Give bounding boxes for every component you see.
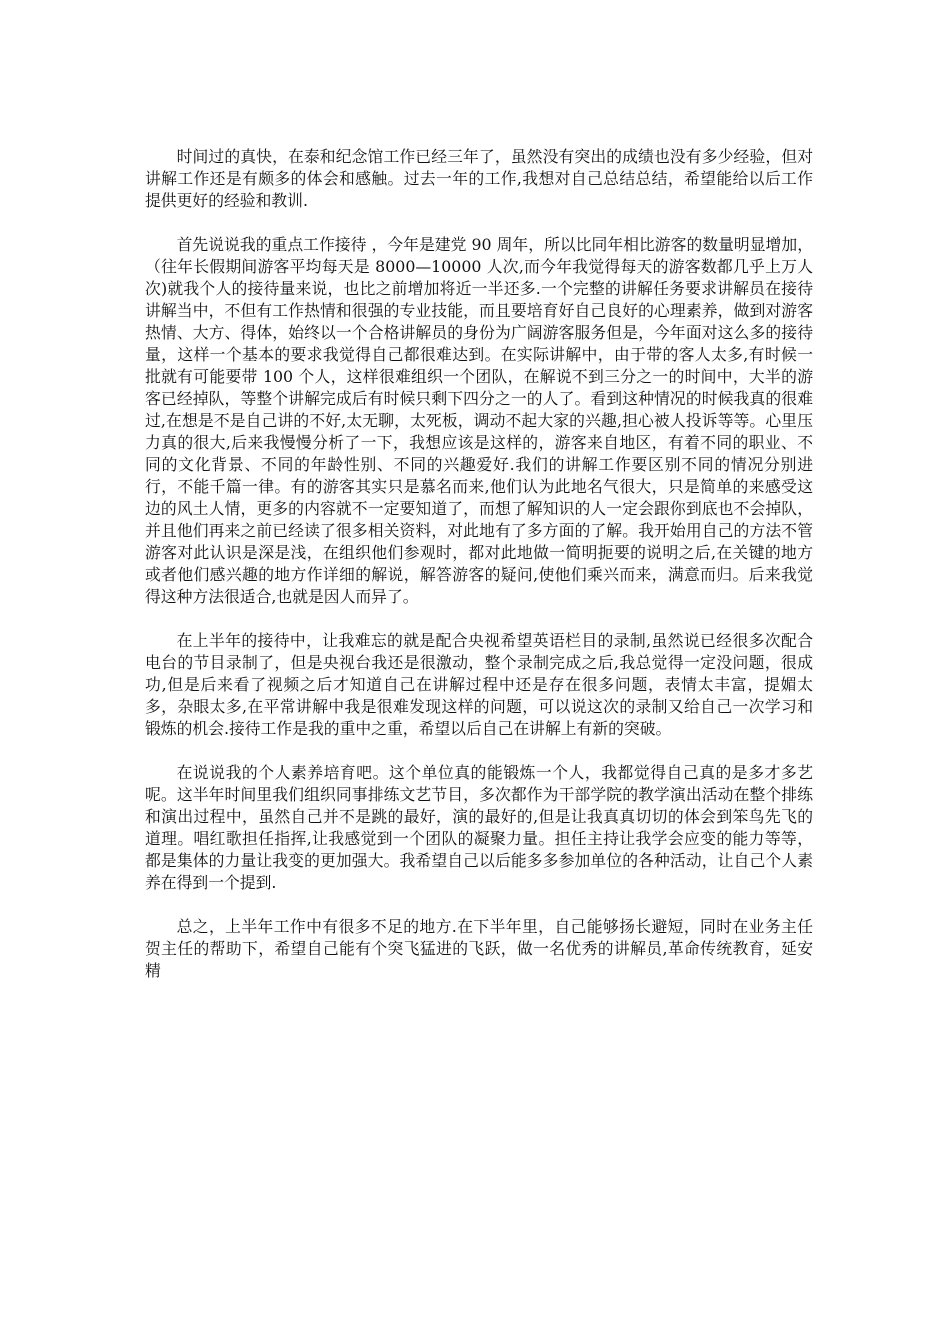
paragraph-cctv-recording: 在上半年的接待中，让我难忘的就是配合央视希望英语栏目的录制,虽然说已经很多次配合电台的节目录制了，但是央视台我还是很激动，整个录制完成之后,我总觉得一定没问题，很成功,但是后来看了视频之后才知道自己在讲解过程中还是存在很多问题，表情太丰富，提媚太多，杂眼太多,在平常讲解中我是很难发现这样的问题，可以说这次的录制又给自己一次学习和锻炼的机会.接待工作是我的重中之重，希望以后自己在讲解上有新的突破。: [145, 631, 813, 738]
paragraph-intro: 时间过的真快，在泰和纪念馆工作已经三年了，虽然没有突出的成绩也没有多少经验，但对讲解工作还是有颇多的体会和感触。过去一年的工作,我想对自己总结总结，希望能给以后工作提供更好的经验和教训.: [145, 147, 813, 210]
paragraph-reception-work: 首先说说我的重点工作接待 ，今年是建党 90 周年，所以比同年相比游客的数量明显增加，（往年长假期间游客平均每天是 8000—10000 人次,而今年我觉得每天的游客数都几乎上万人次)就我个人的接待量来说，也比之前增加将近一半还多.一个完整的讲解任务要求讲解员在接待讲解当中，不但有工作热情和很强的专业技能，而且要培育好自己良好的心理素养，做到对游客热情、大方、得体，始终以一个合格讲解员的身份为广阔游客服务但是，今年面对这么多的接待量，这样一个基本的要求我觉得自己都很难达到。在实际讲解中，由于带的客人太多,有时候一批就有可能要带 100 个人，这样很难组织一个团队，在解说不到三分之一的时间中，大半的游客已经掉队，等整个讲解完成后有时候只剩下四分之一的人了。看到这种情况的时候我真的很难过,在想是不是自己讲的不好,太无聊，太死板，调动不起大家的兴趣,担心被人投诉等等。心里压力真的很大,后来我慢慢分析了一下，我想应该是这样的，游客来自地区，有着不同的职业、不同的文化背景、不同的年龄性别、不同的兴趣爱好.我们的讲解工作要区别不同的情况分别进行，不能千篇一律。有的游客其实只是慕名而来,他们认为此地名气很大，只是简单的来感受这边的风土人情，更多的内容就不一定要知道了，而想了解知识的人一定会跟你到底也不会掉队，并且他们再来之前已经读了很多相关资料，对此地有了多方面的了解。我开始用自己的方法不管游客对此认识是深是浅，在组织他们参观时，都对此地做一简明扼要的说明之后,在关键的地方或者他们感兴趣的地方作详细的解说，解答游客的疑问,使他们乘兴而来，满意而归。后来我觉得这种方法很适合,也就是因人而异了。: [145, 235, 813, 606]
paragraph-personal-development: 在说说我的个人素养培育吧。这个单位真的能锻炼一个人，我都觉得自己真的是多才多艺呢。这半年时间里我们组织同事排练文艺节目，多次都作为干部学院的教学演出活动在整个排练和演出过程中，虽然自己并不是跳的最好，演的最好的,但是让我真真切切的体会到笨鸟先飞的道理。唱红歌担任指挥,让我感觉到一个团队的凝聚力量。担任主持让我学会应变的能力等等，都是集体的力量让我变的更加强大。我希望自己以后能多多参加单位的各种活动，让自己个人素养在得到一个提到.: [145, 763, 813, 892]
paragraph-conclusion: 总之，上半年工作中有很多不足的地方.在下半年里，自己能够扬长避短，同时在业务主任贺主任的帮助下，希望自己能有个突飞猛进的飞跃，做一名优秀的讲解员,革命传统教育，延安精: [145, 917, 813, 980]
document-body: [145, 146, 813, 1004]
